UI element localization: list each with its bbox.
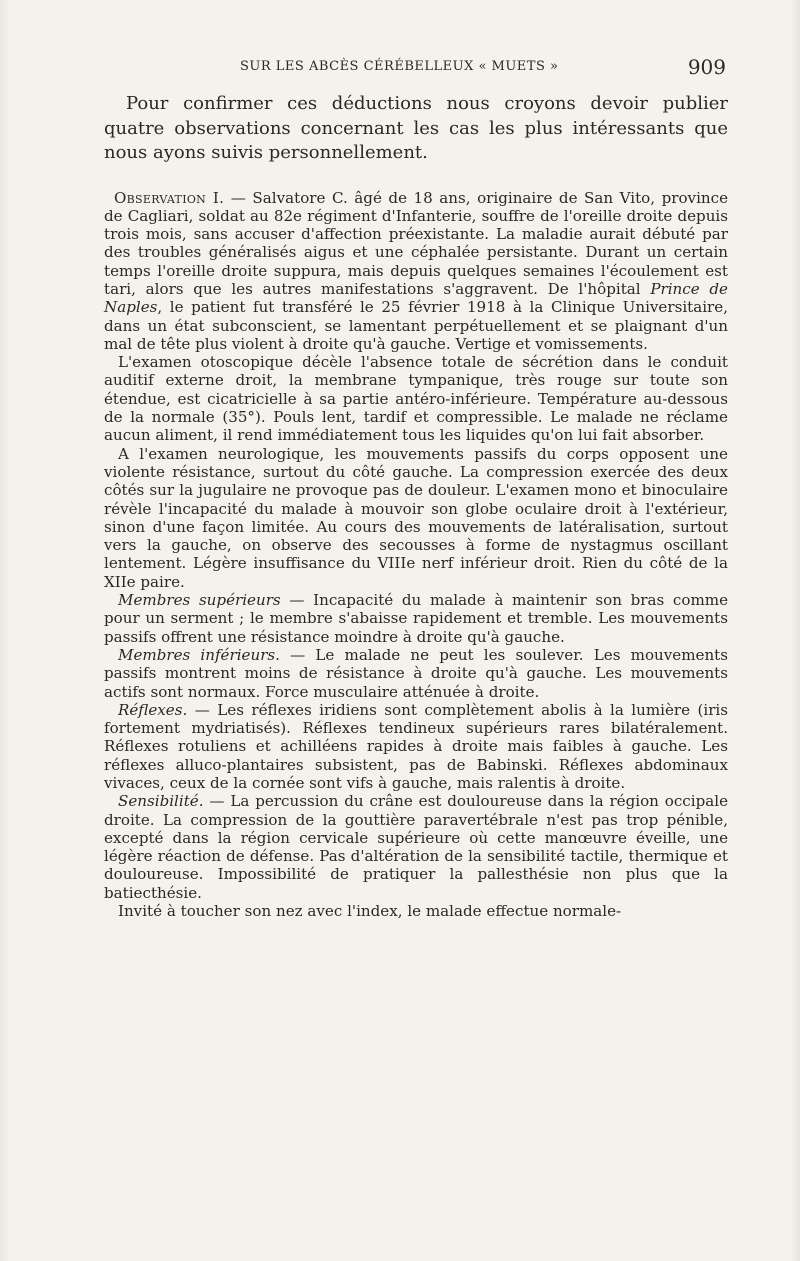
running-head: SUR LES ABCÈS CÉRÉBELLEUX « MUETS » [240, 59, 559, 74]
neurologic-paragraph: A l'examen neurologique, les mouvements passifs du corps opposent une violente résistance, surtout du côté gauche. La compression exercée des deux côtés sur la jugulaire ne provoque pas de douleur. L'examen mono et binoculaire révèle l'incapacité du malade à mouvoir son globe oculaire droit à l'extérieur, sinon d'une façon limitée. Au cours des mouvements de latéralisation, surtout vers la gauche, on observe des secousses à forme de nystagmus oscillant lentement. Légère insuffisance du VIIIe nerf inférieur droit. Rien du côté de la XIIe paire. [104, 444, 728, 591]
sensibility-heading: Sensibilité. [118, 792, 204, 811]
page-body [104, 92, 728, 920]
reflexes-text: — Les réflexes iridiens sont complètement abolis à la lumière (iris fortement mydriatisés). Réflexes tendineux supérieurs rares bilatéralement. Réflexes rotuliens et achilléens rapides à droite mais faibles à gauche. Les réflexes alluco-plantaires subsistent, pas de Babinski. Réflexes abdominaux vivaces, ceux de la cornée sont vifs à gauche, mais ralentis à droite. [104, 700, 728, 792]
observation-text-1b: , le patient fut transféré le 25 février 1918 à la Clinique Universitaire, dans un état subconscient, se lamentant perpétuellement et se plaignant d'un mal de tête plus violent à droite qu'à gauche. Vertige et vomissements. [104, 298, 728, 353]
lower-limbs-heading: Membres inférieurs. [118, 645, 280, 664]
final-paragraph: Invité à toucher son nez avec l'index, le malade effectue normale- [118, 902, 622, 921]
intro-paragraph: Pour confirmer ces déductions nous croyons devoir publier quatre observations concernant les cas les plus intéressants que nous ayons suivis personnellement. [104, 93, 728, 163]
upper-limbs-paragraph [104, 591, 728, 646]
observation-paragraph-1 [104, 189, 728, 354]
sensibility-paragraph [104, 792, 728, 902]
upper-limbs-text: — Incapacité du malade à maintenir son bras comme pour un serment ; le membre s'abaisse rapidement et tremble. Les mouvements passifs offrent une résistance moindre à droite qu'à gauche. [104, 591, 729, 646]
hospital-name: Prince de Naples [104, 279, 728, 317]
observation-section [104, 189, 728, 921]
observation-label: Observation I. [114, 188, 225, 207]
reflexes-heading: Réflexes. [118, 700, 188, 719]
page-number: 909 [687, 55, 726, 79]
lower-limbs-paragraph [104, 646, 728, 701]
observation-text-1a: — Salvatore C. âgé de 18 ans, originaire de San Vito, province de Cagliari, soldat au 82e régiment d'Infanterie, souffre de l'oreille droite depuis trois mois, sans accuser d'affection préexistante. La maladie aurait débuté par des troubles généralisés aigus et une céphalée persistante. Durant un certain temps l'oreille droite suppura, mais depuis quelques semaines l'écoulement est tari, alors que les autres manifestations s'aggravent. De l'hôpital [104, 188, 728, 298]
lower-limbs-text: — Le malade ne peut les soulever. Les mouvements passifs montrent moins de résistance à droite qu'à gauche. Les mouvements actifs sont normaux. Force musculaire atténuée à droite. [104, 645, 728, 701]
upper-limbs-heading: Membres supérieurs [118, 591, 281, 610]
reflexes-paragraph [104, 701, 728, 792]
otoscopic-paragraph: L'examen otoscopique décèle l'absence totale de sécrétion dans le conduit auditif externe droit, la membrane tympanique, très rouge sur toute son étendue, est cicatricielle à sa partie antéro-inférieure. Température au-dessous de la normale (35°). Pouls lent, tardif et compressible. Le malade ne réclame aucun aliment, il rend immédiatement tous les liquides qu'on lui fait absorber. [104, 353, 728, 445]
page-header [108, 55, 726, 79]
sensibility-text: — La percussion du crâne est douloureuse dans la région occipale droite. La compression de la gouttière paravertébrale n'est pas trop pénible, excepté dans la région cervicale supérieure où cette manœuvre éveille, une légère réaction de défense. Pas d'altération de la sensibilité tactile, thermique et douloureuse. Impossibilité de pratiquer la pallesthésie non plus que la batiecthésie. [104, 792, 728, 902]
